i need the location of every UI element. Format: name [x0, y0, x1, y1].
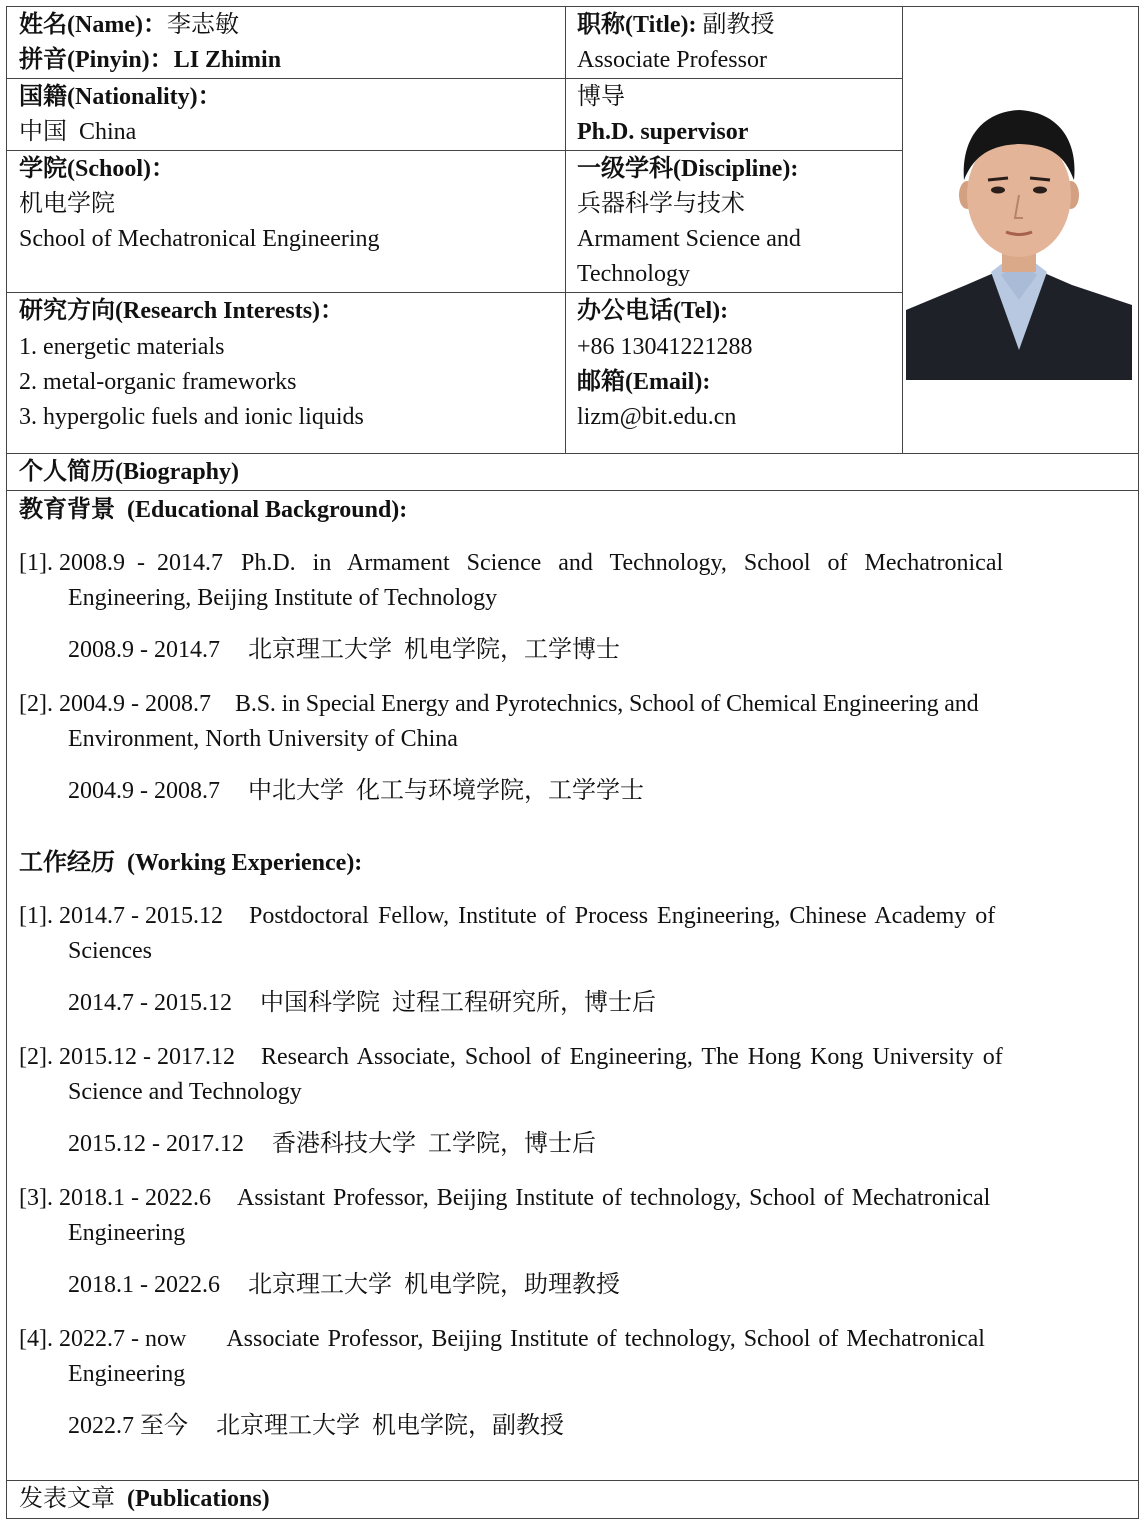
discipline-value-en-2: Technology [577, 261, 690, 287]
work-item-dates: 2015.12 - 2017.12 [58, 1044, 235, 1070]
table-border-right [1138, 6, 1139, 1519]
row-divider-4 [6, 453, 1139, 454]
education-item-cn-dates: 2008.9 - 2014.7 [68, 637, 220, 663]
work-item-cn-dates: 2015.12 - 2017.12 [68, 1131, 244, 1157]
work-item [19, 1322, 985, 1357]
email-label: 邮箱(Email): [577, 369, 711, 395]
work-item-text-cont: Sciences [68, 938, 152, 964]
discipline-label: 一级学科(Discipline): [577, 156, 799, 182]
research-item: 2. metal-organic frameworks [19, 369, 297, 395]
education-item-text-cont: Engineering, Beijing Institute of Technology [68, 585, 498, 611]
research-label: 研究方向(Research Interests)： [19, 298, 345, 324]
work-item-cn-text: 香港科技大学 工学院，博士后 [272, 1131, 596, 1157]
row-divider-5 [6, 490, 1139, 491]
education-item-cn-text: 中北大学 化工与环境学院，工学学士 [248, 778, 644, 804]
work-item-cn [68, 1409, 564, 1444]
tel-value[interactable]: +86 13041221288 [577, 334, 753, 360]
research-item: 1. energetic materials [19, 334, 225, 360]
education-item-index: [2]. [19, 691, 53, 717]
education-item-cn [68, 633, 620, 668]
name-value: 李志敏 [166, 12, 239, 38]
work-item-cn-dates: 2022.7 至今 [68, 1413, 188, 1439]
row-divider-6 [6, 1480, 1139, 1481]
work-item-cn [68, 1127, 596, 1162]
work-item-index: [4]. [19, 1326, 53, 1352]
publications-heading [19, 1482, 270, 1517]
title-field [577, 8, 775, 43]
work-item-index: [1]. [19, 903, 53, 929]
nationality-label: 国籍(Nationality)： [19, 84, 222, 110]
work-item [19, 899, 995, 934]
work-item-dates: 2014.7 - 2015.12 [58, 903, 223, 929]
work-item-text: Associate Professor, Beijing Institute of technology, School of Mechatronical [226, 1326, 985, 1352]
portrait-photo [906, 100, 1132, 380]
work-item-text: Research Associate, School of Engineering, The Hong Kong University of [260, 1044, 1003, 1070]
table-border-top [6, 6, 1139, 7]
row-divider-3 [6, 292, 902, 293]
education-item-cn-text: 北京理工大学 机电学院，工学博士 [248, 637, 620, 663]
work-item-cn-dates: 2014.7 - 2015.12 [68, 990, 232, 1016]
pinyin-field [19, 43, 281, 78]
work-item-cn [68, 1268, 620, 1303]
table-border-left [6, 6, 7, 1519]
work-item-text-cont: Engineering [68, 1220, 186, 1246]
tel-label: 办公电话(Tel): [577, 298, 729, 324]
supervisor-value: Ph.D. supervisor [577, 119, 749, 145]
education-item-cn-dates: 2004.9 - 2008.7 [68, 778, 220, 804]
work-item [19, 1181, 990, 1216]
title-label: 职称(Title): [577, 12, 697, 38]
work-item-index: [3]. [19, 1185, 53, 1211]
school-value-cn: 机电学院 [19, 191, 115, 217]
nationality-value: 中国 China [19, 119, 137, 145]
publications-heading-en: (Publications) [127, 1486, 270, 1512]
work-item-cn [68, 986, 656, 1021]
table-border-bottom [6, 1518, 1139, 1519]
name-field [19, 8, 239, 43]
column-divider-1 [565, 6, 566, 453]
education-item-dates: 2004.9 - 2008.7 [58, 691, 211, 717]
biography-heading-text: 个人简历(Biography) [19, 459, 240, 485]
row-divider-1 [6, 78, 902, 79]
education-item-cn [68, 774, 644, 809]
school-label: 学院(School)： [19, 156, 175, 182]
education-item-text-cont: Environment, North University of China [68, 726, 458, 752]
research-item: 3. hypergolic fuels and ionic liquids [19, 404, 364, 430]
education-item-text: Ph.D. in Armament Science and Technology, School of Mechatronical [240, 550, 1004, 576]
pinyin-label: 拼音(Pinyin)： [19, 47, 174, 73]
row-divider-2 [6, 150, 902, 151]
work-item-text-cont: Engineering [68, 1361, 186, 1387]
name-label: 姓名(Name)： [19, 12, 167, 38]
work-item-text-cont: Science and Technology [68, 1079, 302, 1105]
supervisor-label: 博导 [577, 84, 625, 110]
discipline-value-cn: 兵器科学与技术 [577, 191, 745, 217]
work-item-cn-text: 北京理工大学 机电学院，助理教授 [248, 1272, 620, 1298]
biography-heading [19, 455, 239, 490]
work-heading: 工作经历 (Working Experience): [19, 850, 363, 876]
education-item-text: B.S. in Special Energy and Pyrotechnics, School of Chemical Engineering and [234, 691, 979, 717]
education-item-index: [1]. [19, 550, 53, 576]
work-item-index: [2]. [19, 1044, 53, 1070]
education-heading: 教育背景 (Educational Background): [19, 497, 408, 523]
work-item-cn-text: 中国科学院 过程工程研究所，博士后 [260, 990, 656, 1016]
school-value-en: School of Mechatronical Engineering [19, 226, 380, 252]
work-item-dates: 2022.7 - now [58, 1326, 187, 1352]
portrait-icon [906, 100, 1132, 380]
education-item [19, 546, 1125, 581]
work-item-text: Postdoctoral Fellow, Institute of Process Engineering, Chinese Academy of [248, 903, 996, 929]
work-item-cn-text: 北京理工大学 机电学院，副教授 [216, 1413, 564, 1439]
work-item-text: Assistant Professor, Beijing Institute of technology, School of Mechatronical [236, 1185, 991, 1211]
email-value[interactable]: lizm@bit.edu.cn [577, 404, 737, 430]
work-item-cn-dates: 2018.1 - 2022.6 [68, 1272, 220, 1298]
work-item-dates: 2018.1 - 2022.6 [58, 1185, 211, 1211]
pinyin-value: LI Zhimin [173, 47, 282, 73]
education-item-dates: 2008.9 - 2014.7 [58, 550, 223, 576]
title-value-en: Associate Professor [577, 47, 767, 73]
title-value-cn: 副教授 [702, 12, 775, 38]
work-item [19, 1040, 1003, 1075]
column-divider-2 [902, 6, 903, 453]
publications-heading-cn: 发表文章 [19, 1486, 115, 1512]
education-item [19, 687, 978, 722]
discipline-value-en-1: Armament Science and [577, 226, 801, 252]
